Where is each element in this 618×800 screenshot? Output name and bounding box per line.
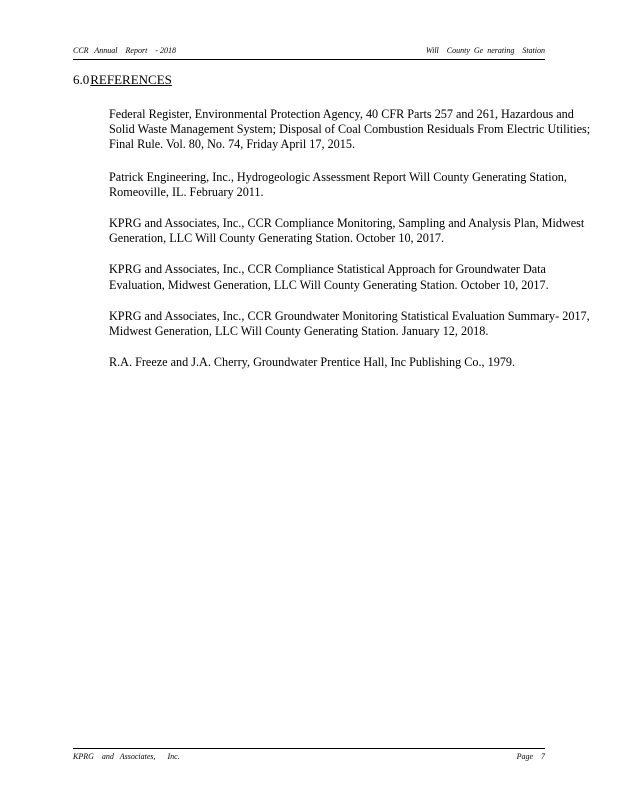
footer-page-number: Page 7 bbox=[516, 752, 545, 761]
section-title: REFERENCES bbox=[90, 72, 172, 87]
reference-text: R.A. Freeze and J.A. Cherry, Groundwater Prentice Hall, Inc Publishing Co., 1979. bbox=[109, 355, 516, 370]
reference-text: Patrick Engineering, Inc., Hydrogeologic Assessment Report Will County Generating Station, Romeoville, IL. February 2011. bbox=[109, 169, 567, 199]
section-number: 6.0 bbox=[73, 72, 90, 87]
footer-rule bbox=[73, 748, 545, 749]
header-report-title: CCR Annual Report - 2018 bbox=[73, 46, 176, 55]
reference-text: KPRG and Associates, Inc., CCR Groundwater Monitoring Statistical Evaluation Summary- 2017, Midwest Generation, LLC Will County Generating Station. January 12, 2018. bbox=[109, 308, 590, 339]
section-heading bbox=[73, 72, 172, 88]
reference-item bbox=[89, 355, 599, 370]
header-rule bbox=[73, 59, 545, 60]
reference-list bbox=[89, 107, 599, 386]
reference-item bbox=[89, 309, 599, 339]
reference-item bbox=[89, 216, 599, 246]
reference-text: KPRG and Associates, Inc., CCR Compliance Statistical Approach for Groundwater Data Evaluation, Midwest Generation, LLC Will County Generating Station. October 10, 2017. bbox=[109, 262, 549, 292]
reference-item bbox=[89, 170, 599, 200]
footer-company: KPRG and Associates, Inc. bbox=[73, 752, 180, 761]
reference-text: KPRG and Associates, Inc., CCR Compliance Monitoring, Sampling and Analysis Plan, Midwest Generation, LLC Will County Generating Station. October 10, 2017. bbox=[109, 216, 585, 246]
reference-text: Federal Register, Environmental Protection Agency, 40 CFR Parts 257 and 261, Hazardous and Solid Waste Management System; Disposal of Coal Combustion Residuals From Electric Utilities; Final Rule. Vol. 80, No. 74, Friday April 17, 2015. bbox=[109, 107, 591, 152]
reference-item bbox=[89, 107, 599, 153]
reference-item bbox=[89, 262, 599, 292]
header-station-name: Will County Ge nerating Station bbox=[425, 46, 545, 55]
